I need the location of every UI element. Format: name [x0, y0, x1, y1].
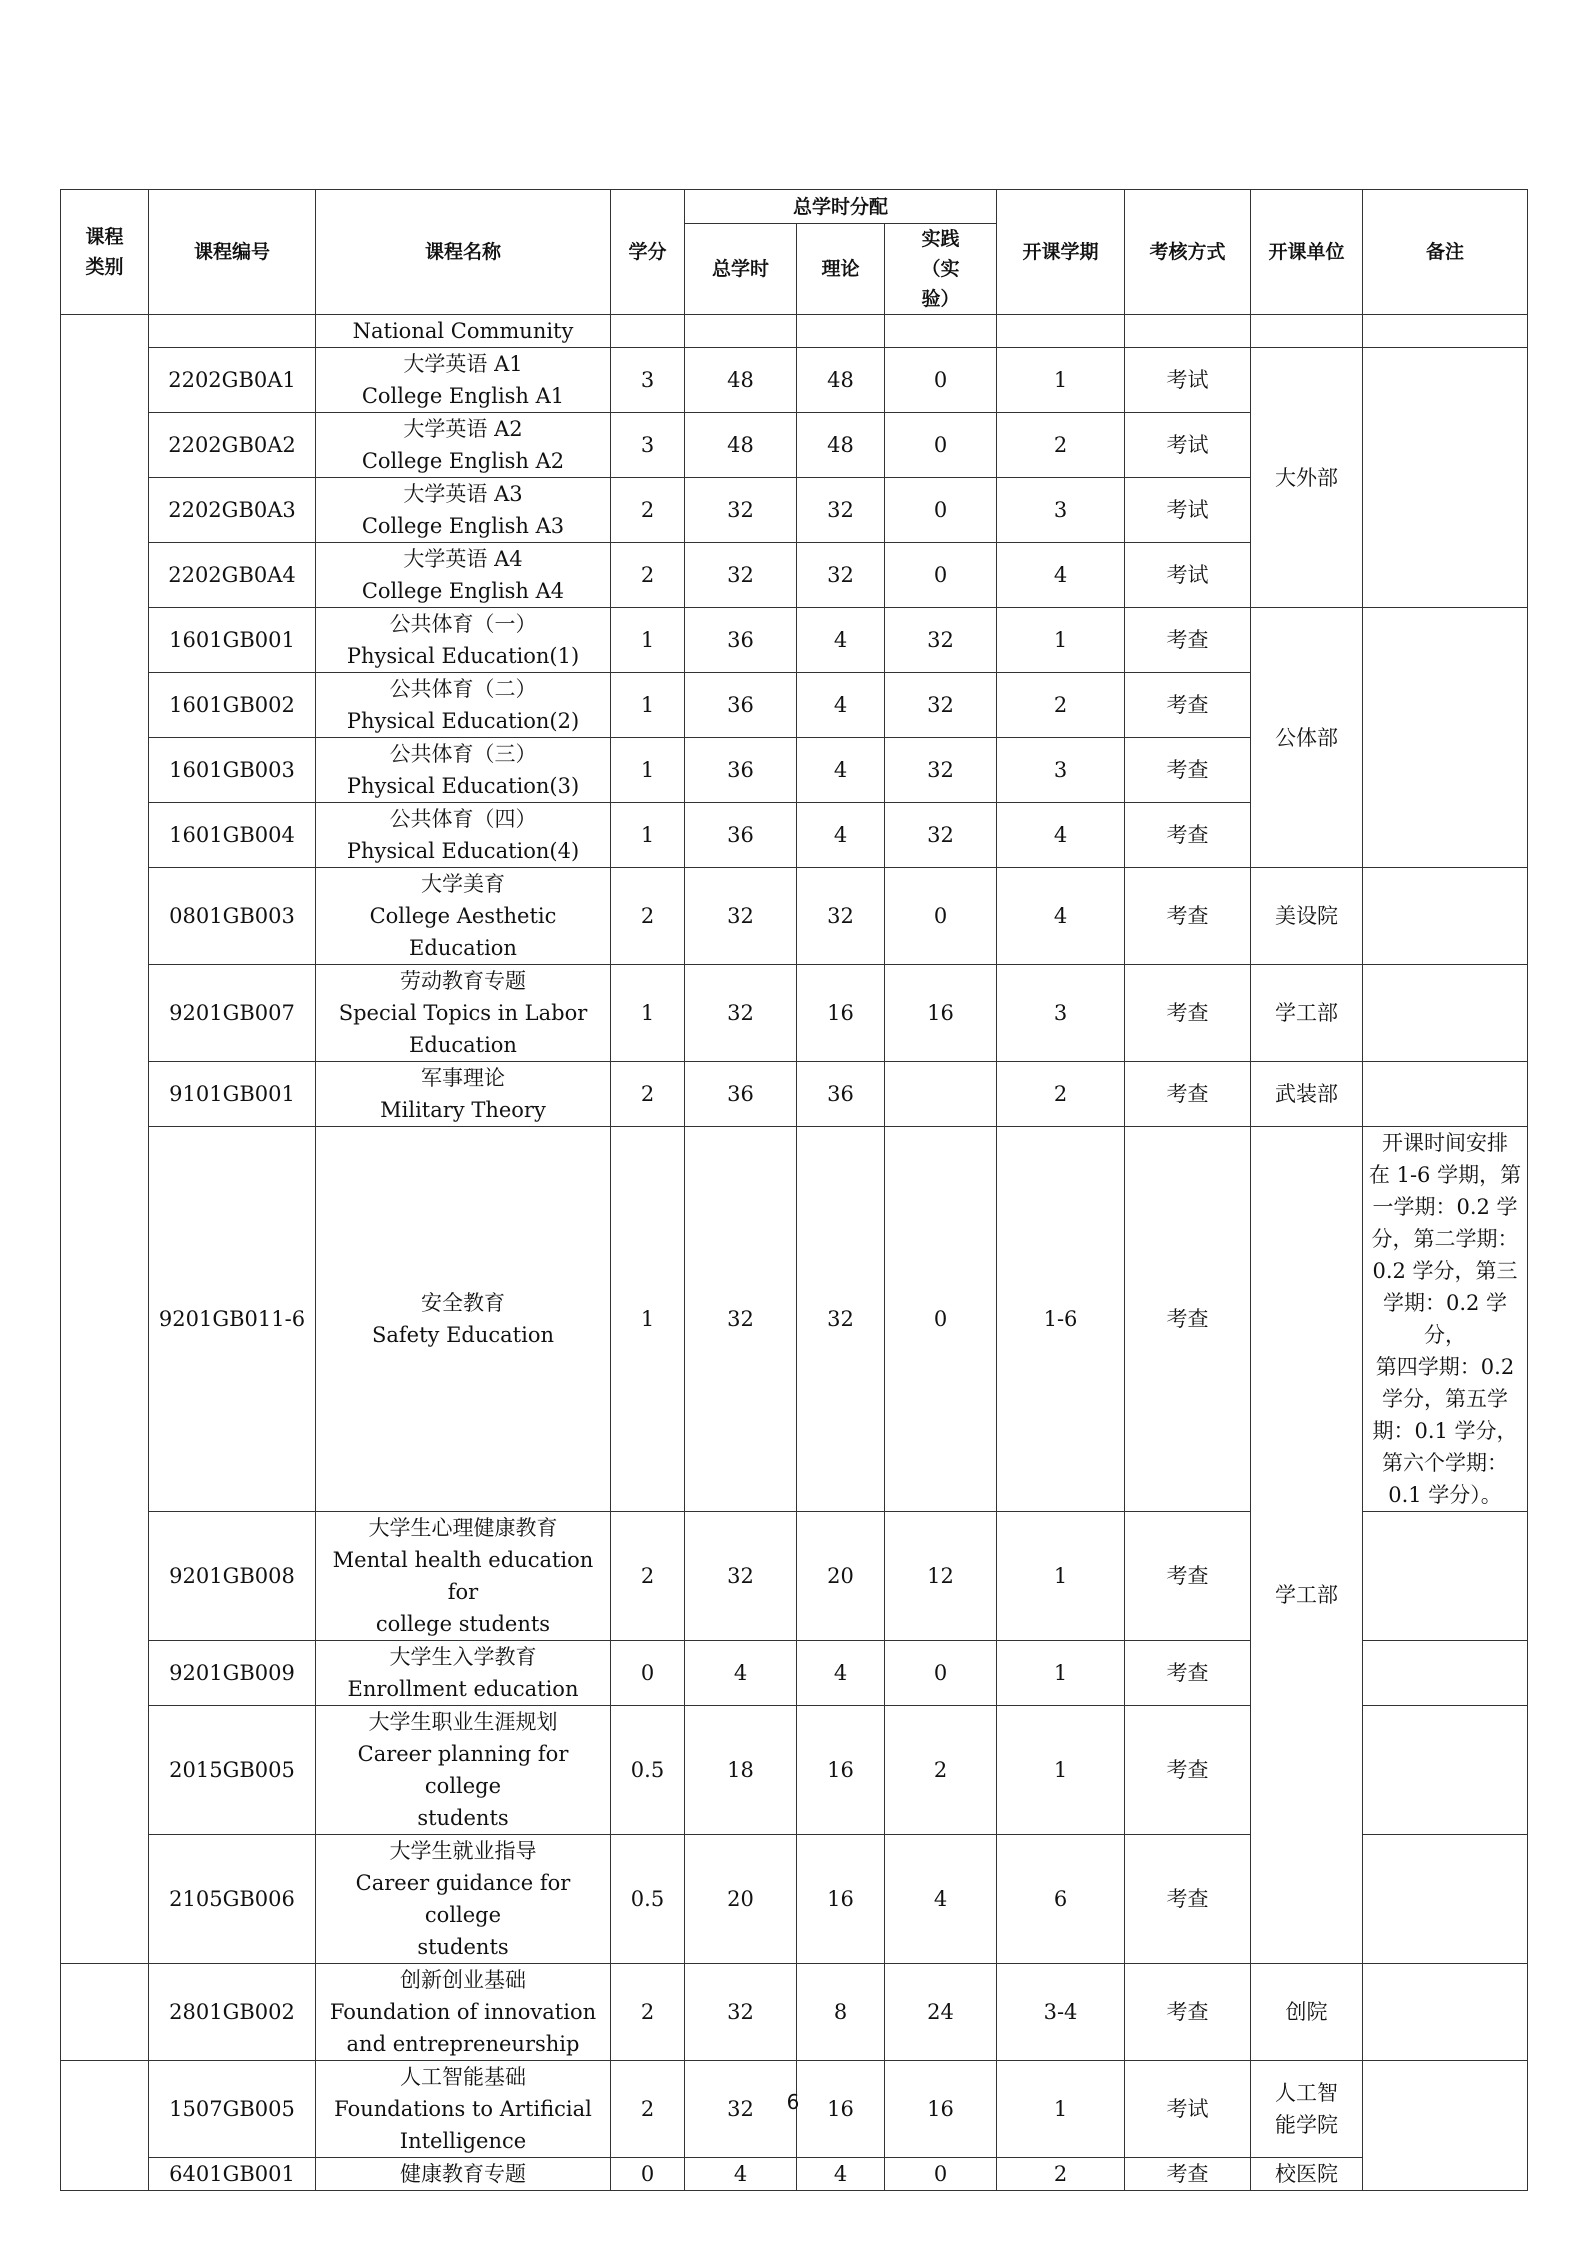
course-name-line: Intelligence	[399, 2129, 527, 2153]
course-name-line: 公共体育（二）	[389, 677, 537, 701]
note-line: 第四学期：0.2	[1375, 1355, 1515, 1379]
course-name-line: College Aesthetic	[369, 904, 557, 928]
course-theory-hours: 16	[797, 1835, 885, 1964]
course-name	[316, 868, 611, 965]
category-cell	[61, 2061, 149, 2191]
course-credit: 1	[611, 608, 685, 673]
course-name	[316, 738, 611, 803]
course-assessment: 考查	[1125, 738, 1251, 803]
course-code: 9201GB011-6	[149, 1127, 316, 1512]
course-semester: 4	[997, 868, 1125, 965]
course-theory-hours	[797, 315, 885, 348]
course-practice-hours: 0	[885, 868, 997, 965]
course-code: 9201GB009	[149, 1641, 316, 1706]
course-theory-hours: 4	[797, 608, 885, 673]
course-code: 9201GB007	[149, 965, 316, 1062]
course-unit-text: 人工智能学院	[1275, 2081, 1338, 2137]
table-header	[61, 190, 1528, 315]
course-unit	[1251, 868, 1363, 965]
course-theory-hours: 16	[797, 1706, 885, 1835]
course-total-hours: 36	[685, 608, 797, 673]
course-semester: 1-6	[997, 1127, 1125, 1512]
course-name	[316, 803, 611, 868]
course-name-line: Safety Education	[372, 1323, 554, 1347]
course-assessment: 考试	[1125, 478, 1251, 543]
course-name	[316, 348, 611, 413]
course-unit-text: 武装部	[1275, 1082, 1338, 1106]
course-name	[316, 413, 611, 478]
course-code: 2801GB002	[149, 1964, 316, 2061]
course-credit: 1	[611, 673, 685, 738]
course-name	[316, 1835, 611, 1964]
note-line: 期：0.1 学分，	[1372, 1419, 1518, 1443]
course-total-hours: 48	[685, 413, 797, 478]
course-theory-hours: 32	[797, 543, 885, 608]
course-code: 2202GB0A2	[149, 413, 316, 478]
note-line: 学期：0.2 学分，	[1382, 1291, 1508, 1347]
course-unit	[1251, 965, 1363, 1062]
course-practice-hours: 0	[885, 478, 997, 543]
course-note	[1363, 2061, 1528, 2191]
course-total-hours: 32	[685, 478, 797, 543]
course-credit: 0.5	[611, 1835, 685, 1964]
header-practice	[885, 224, 997, 315]
course-total-hours: 36	[685, 738, 797, 803]
note-line: 学分，第五学	[1382, 1387, 1508, 1411]
table-row	[61, 1127, 1528, 1512]
course-name-line: Physical Education(4)	[346, 839, 580, 863]
table-row	[61, 2158, 1528, 2191]
course-name	[316, 315, 611, 348]
course-total-hours: 32	[685, 2061, 797, 2158]
course-semester	[997, 315, 1125, 348]
course-semester: 2	[997, 2158, 1125, 2191]
course-name-line: 大学生心理健康教育	[368, 1516, 558, 1540]
course-total-hours: 32	[685, 868, 797, 965]
course-note	[1363, 1062, 1528, 1127]
course-name-line: Career guidance for college	[355, 1871, 571, 1927]
course-name-line: Education	[409, 936, 517, 960]
course-total-hours: 32	[685, 965, 797, 1062]
course-theory-hours: 48	[797, 413, 885, 478]
course-unit	[1251, 315, 1363, 348]
course-note	[1363, 1512, 1528, 1641]
course-name-line: Physical Education(3)	[346, 774, 580, 798]
course-semester: 3	[997, 965, 1125, 1062]
course-practice-hours: 0	[885, 543, 997, 608]
course-semester: 4	[997, 543, 1125, 608]
note-line: 分，第二学期：	[1371, 1227, 1519, 1251]
course-note	[1363, 348, 1528, 608]
course-unit	[1251, 1062, 1363, 1127]
header-category	[61, 190, 149, 315]
course-practice-hours: 32	[885, 803, 997, 868]
course-name-line: 公共体育（三）	[389, 742, 537, 766]
course-name-line: 公共体育（四）	[389, 807, 537, 831]
course-practice-hours: 16	[885, 965, 997, 1062]
course-semester: 1	[997, 608, 1125, 673]
course-assessment	[1125, 315, 1251, 348]
course-name	[316, 673, 611, 738]
course-total-hours: 32	[685, 1127, 797, 1512]
course-theory-hours: 16	[797, 2061, 885, 2158]
course-total-hours: 36	[685, 673, 797, 738]
course-semester: 6	[997, 1835, 1125, 1964]
course-name-line: college students	[375, 1612, 551, 1636]
course-credit: 2	[611, 478, 685, 543]
course-table	[60, 189, 1528, 2191]
header-note: 备注	[1363, 190, 1528, 315]
course-unit	[1251, 1964, 1363, 2061]
course-semester: 3	[997, 478, 1125, 543]
course-name-line: Foundation of innovation	[329, 2000, 597, 2024]
course-code: 2202GB0A4	[149, 543, 316, 608]
course-total-hours: 32	[685, 543, 797, 608]
course-name-line: 创新创业基础	[400, 1968, 526, 1992]
category-cell	[61, 315, 149, 1964]
course-name	[316, 1062, 611, 1127]
course-name-line: 大学英语 A2	[403, 417, 523, 441]
course-assessment: 考查	[1125, 965, 1251, 1062]
header-assessment: 考核方式	[1125, 190, 1251, 315]
course-theory-hours: 4	[797, 738, 885, 803]
header-semester: 开课学期	[997, 190, 1125, 315]
table-row	[61, 315, 1528, 348]
category-cell	[61, 1964, 149, 2061]
course-practice-hours: 32	[885, 673, 997, 738]
course-unit-text: 校医院	[1275, 2162, 1338, 2186]
header-unit: 开课单位	[1251, 190, 1363, 315]
course-name-line: 大学英语 A3	[403, 482, 523, 506]
course-code: 1601GB001	[149, 608, 316, 673]
course-name-line: 劳动教育专题	[400, 969, 526, 993]
course-credit: 3	[611, 348, 685, 413]
course-unit	[1251, 1127, 1363, 1964]
course-name-line: Mental health education for	[332, 1548, 594, 1604]
course-note	[1363, 1835, 1528, 1964]
course-theory-hours: 32	[797, 478, 885, 543]
course-credit: 2	[611, 543, 685, 608]
table-row	[61, 608, 1528, 673]
course-code	[149, 315, 316, 348]
course-assessment: 考查	[1125, 803, 1251, 868]
course-name-line: students	[417, 1935, 509, 1959]
course-total-hours: 48	[685, 348, 797, 413]
table-row	[61, 1062, 1528, 1127]
course-theory-hours: 4	[797, 673, 885, 738]
course-total-hours: 32	[685, 1512, 797, 1641]
course-credit	[611, 315, 685, 348]
course-name-line: Physical Education(2)	[346, 709, 580, 733]
course-name	[316, 608, 611, 673]
course-theory-hours: 4	[797, 803, 885, 868]
course-code: 1601GB004	[149, 803, 316, 868]
course-note	[1363, 1706, 1528, 1835]
course-practice-hours: 12	[885, 1512, 997, 1641]
course-name-line: College English A4	[361, 579, 565, 603]
course-code: 0801GB003	[149, 868, 316, 965]
course-credit: 2	[611, 2061, 685, 2158]
course-theory-hours: 20	[797, 1512, 885, 1641]
course-assessment: 考查	[1125, 673, 1251, 738]
course-practice-hours: 24	[885, 1964, 997, 2061]
note-line: 一学期：0.2 学	[1372, 1195, 1518, 1219]
course-assessment: 考查	[1125, 608, 1251, 673]
course-unit-text: 学工部	[1275, 1001, 1338, 1025]
course-note	[1363, 1641, 1528, 1706]
course-unit-text: 美设院	[1275, 904, 1338, 928]
course-unit-text: 大外部	[1275, 465, 1338, 490]
course-total-hours: 36	[685, 803, 797, 868]
course-practice-hours: 32	[885, 738, 997, 803]
course-name	[316, 2158, 611, 2191]
course-practice-hours	[885, 315, 997, 348]
course-assessment: 考试	[1125, 2061, 1251, 2158]
course-semester: 3	[997, 738, 1125, 803]
course-credit: 0.5	[611, 1706, 685, 1835]
course-assessment: 考查	[1125, 1512, 1251, 1641]
course-note	[1363, 608, 1528, 868]
course-semester: 1	[997, 2061, 1125, 2158]
course-name-line: 大学生职业生涯规划	[368, 1710, 558, 1734]
course-name	[316, 1512, 611, 1641]
course-unit	[1251, 2158, 1363, 2191]
table-row	[61, 1964, 1528, 2061]
course-semester: 4	[997, 803, 1125, 868]
course-name-line: 大学美育	[421, 872, 505, 896]
table-row	[61, 965, 1528, 1062]
course-credit: 2	[611, 1964, 685, 2061]
course-total-hours: 36	[685, 1062, 797, 1127]
header-hours-group: 总学时分配	[685, 190, 997, 224]
course-total-hours	[685, 315, 797, 348]
course-code: 1601GB002	[149, 673, 316, 738]
header-theory: 理论	[797, 224, 885, 315]
course-name-line: Special Topics in Labor	[338, 1001, 588, 1025]
course-unit	[1251, 348, 1363, 608]
course-practice-hours: 0	[885, 1127, 997, 1512]
course-assessment: 考查	[1125, 1127, 1251, 1512]
course-semester: 1	[997, 1512, 1125, 1641]
course-semester: 2	[997, 673, 1125, 738]
course-name-line: College English A2	[361, 449, 565, 473]
table-row	[61, 348, 1528, 413]
course-name-line: College English A1	[361, 384, 565, 408]
course-note	[1363, 315, 1528, 348]
course-assessment: 考查	[1125, 1706, 1251, 1835]
course-practice-hours: 32	[885, 608, 997, 673]
course-code: 1601GB003	[149, 738, 316, 803]
course-name-line: National Community	[352, 319, 574, 343]
course-name-line: 大学生就业指导	[389, 1839, 537, 1863]
course-code: 6401GB001	[149, 2158, 316, 2191]
course-name-line: Military Theory	[380, 1098, 546, 1122]
course-theory-hours: 36	[797, 1062, 885, 1127]
course-name	[316, 1706, 611, 1835]
course-name-line: students	[417, 1806, 509, 1830]
course-note	[1363, 868, 1528, 965]
course-assessment: 考查	[1125, 868, 1251, 965]
course-note	[1363, 1127, 1528, 1512]
course-name-line: College English A3	[361, 514, 565, 538]
course-name-line: 安全教育	[421, 1291, 505, 1315]
course-credit: 3	[611, 413, 685, 478]
course-assessment: 考查	[1125, 2158, 1251, 2191]
course-name-line: Education	[409, 1033, 517, 1057]
table-row	[61, 868, 1528, 965]
course-code: 2202GB0A3	[149, 478, 316, 543]
course-name-line: Career planning for college	[357, 1742, 569, 1798]
course-practice-hours: 0	[885, 2158, 997, 2191]
course-semester: 2	[997, 413, 1125, 478]
course-semester: 1	[997, 348, 1125, 413]
course-code: 2015GB005	[149, 1706, 316, 1835]
header-code: 课程编号	[149, 190, 316, 315]
course-name	[316, 1641, 611, 1706]
course-credit: 1	[611, 738, 685, 803]
course-assessment: 考查	[1125, 1062, 1251, 1127]
course-total-hours: 20	[685, 1835, 797, 1964]
course-theory-hours: 4	[797, 1641, 885, 1706]
course-credit: 0	[611, 2158, 685, 2191]
course-practice-hours: 2	[885, 1706, 997, 1835]
note-line: 在 1-6 学期，第	[1368, 1163, 1522, 1187]
course-semester: 1	[997, 1706, 1125, 1835]
course-credit: 1	[611, 965, 685, 1062]
course-credit: 0	[611, 1641, 685, 1706]
course-total-hours: 4	[685, 1641, 797, 1706]
note-line: 第六个学期：	[1382, 1451, 1508, 1475]
header-name: 课程名称	[316, 190, 611, 315]
course-practice-hours: 0	[885, 348, 997, 413]
course-semester: 2	[997, 1062, 1125, 1127]
note-line: 0.2 学分，第三	[1372, 1259, 1518, 1283]
course-semester: 1	[997, 1641, 1125, 1706]
course-assessment: 考查	[1125, 1835, 1251, 1964]
course-code: 2105GB006	[149, 1835, 316, 1964]
course-assessment: 考查	[1125, 1964, 1251, 2061]
course-credit: 2	[611, 868, 685, 965]
course-practice-hours	[885, 1062, 997, 1127]
course-assessment: 考试	[1125, 413, 1251, 478]
course-code: 1507GB005	[149, 2061, 316, 2158]
course-credit: 1	[611, 1127, 685, 1512]
course-theory-hours: 8	[797, 1964, 885, 2061]
course-assessment: 考试	[1125, 348, 1251, 413]
course-name-line: 大学生入学教育	[389, 1645, 537, 1669]
course-total-hours: 18	[685, 1706, 797, 1835]
course-code: 2202GB0A1	[149, 348, 316, 413]
page-number: 6	[786, 2090, 800, 2114]
course-theory-hours: 32	[797, 1127, 885, 1512]
course-theory-hours: 4	[797, 2158, 885, 2191]
course-name	[316, 1127, 611, 1512]
course-name	[316, 965, 611, 1062]
course-unit-text: 创院	[1285, 2000, 1328, 2024]
course-name-line: Physical Education(1)	[346, 644, 580, 668]
course-unit	[1251, 608, 1363, 868]
course-name-line: 大学英语 A4	[403, 547, 523, 571]
course-name	[316, 478, 611, 543]
course-name-line: Foundations to Artificial	[334, 2097, 592, 2121]
header-total-hours: 总学时	[685, 224, 797, 315]
course-code: 9201GB008	[149, 1512, 316, 1641]
course-credit: 2	[611, 1062, 685, 1127]
course-credit: 1	[611, 803, 685, 868]
course-practice-hours: 4	[885, 1835, 997, 1964]
course-total-hours: 4	[685, 2158, 797, 2191]
header-practice-text: 实践（实验）	[921, 228, 960, 310]
course-assessment: 考查	[1125, 1641, 1251, 1706]
header-category-text: 课程类别	[85, 226, 124, 278]
course-note	[1363, 1964, 1528, 2061]
course-name-line: 人工智能基础	[400, 2065, 526, 2089]
note-line: 0.1 学分）。	[1388, 1483, 1502, 1507]
course-note	[1363, 965, 1528, 1062]
course-semester: 3-4	[997, 1964, 1125, 2061]
course-name-line: 大学英语 A1	[403, 352, 523, 376]
course-name-line: 军事理论	[421, 1066, 505, 1090]
course-practice-hours: 0	[885, 413, 997, 478]
course-name-line: 公共体育（一）	[389, 612, 537, 636]
course-name-line: Enrollment education	[347, 1677, 579, 1701]
course-code: 9101GB001	[149, 1062, 316, 1127]
course-theory-hours: 16	[797, 965, 885, 1062]
note-line: 开课时间安排	[1382, 1131, 1508, 1155]
course-name-line: and entrepreneurship	[346, 2032, 580, 2056]
course-total-hours: 32	[685, 1964, 797, 2061]
course-credit: 2	[611, 1512, 685, 1641]
table-body	[61, 315, 1528, 2191]
course-name	[316, 543, 611, 608]
course-unit-text: 学工部	[1275, 1583, 1338, 1607]
course-practice-hours: 16	[885, 2061, 997, 2158]
course-theory-hours: 32	[797, 868, 885, 965]
header-credit: 学分	[611, 190, 685, 315]
course-practice-hours: 0	[885, 1641, 997, 1706]
course-theory-hours: 48	[797, 348, 885, 413]
course-assessment: 考试	[1125, 543, 1251, 608]
course-name-line: 健康教育专题	[400, 2162, 526, 2186]
course-unit-text: 公体部	[1275, 725, 1338, 750]
course-name	[316, 1964, 611, 2061]
